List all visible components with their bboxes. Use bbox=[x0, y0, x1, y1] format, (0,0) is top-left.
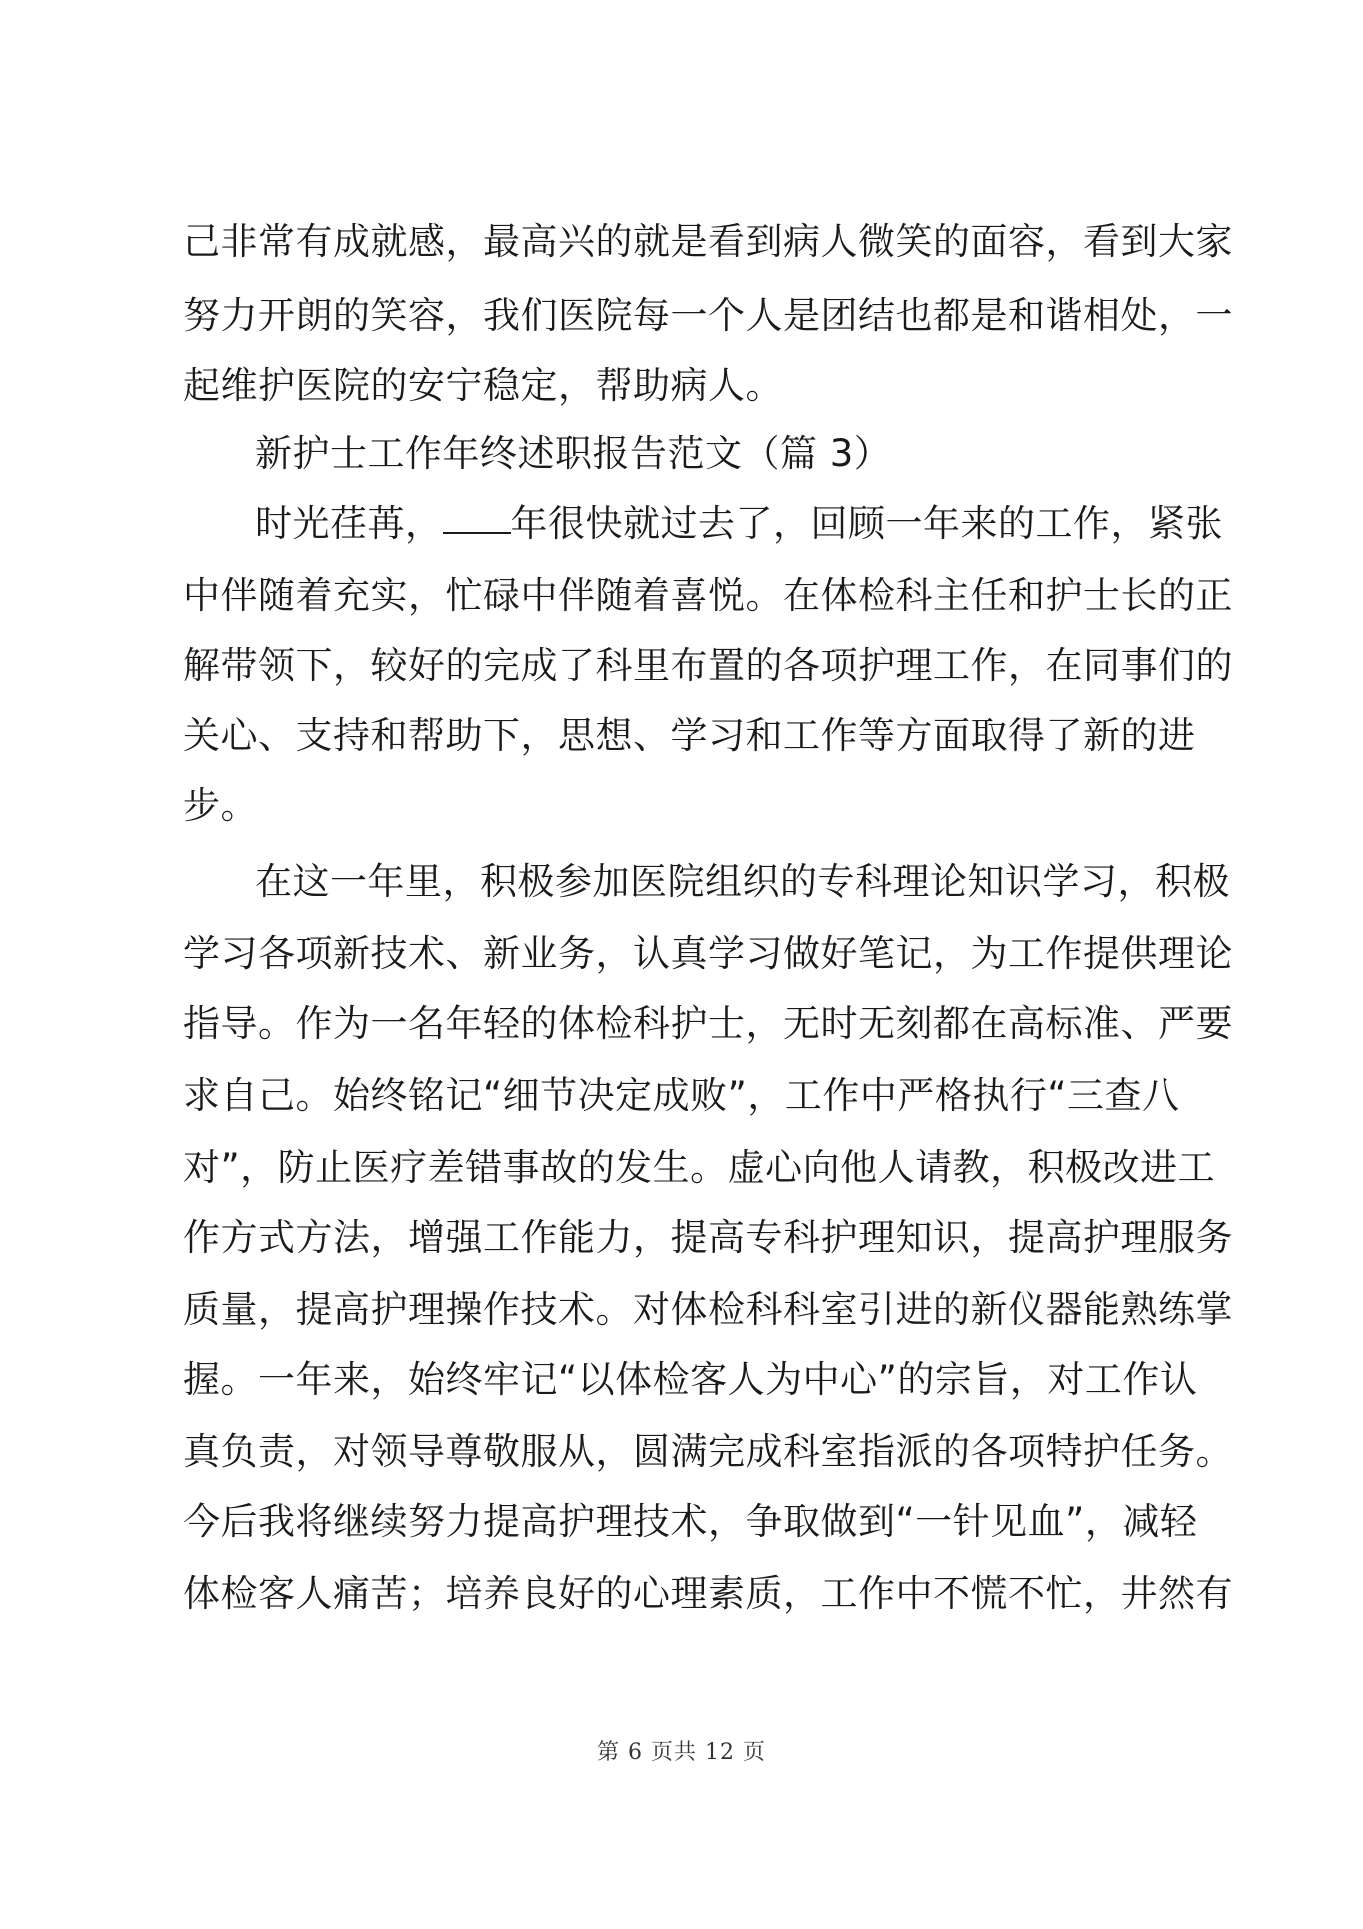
fill-in-blank bbox=[443, 532, 511, 534]
paragraph-line: 真负责，对领导尊敬服从，圆满完成科室指派的各项特护任务。 bbox=[183, 1430, 1233, 1473]
page-number-footer: 第 6 页共 12 页 bbox=[597, 1740, 766, 1765]
paragraph-line: 握。一年来，始终牢记“以体检客人为中心”的宗旨，对工作认 bbox=[183, 1358, 1198, 1401]
paragraph-line: 指导。作为一名年轻的体检科护士，无时无刻都在高标准、严要 bbox=[183, 1002, 1233, 1045]
paragraph-line: 解带领下，较好的完成了科里布置的各项护理工作，在同事们的 bbox=[183, 644, 1233, 687]
paragraph-line: 学习各项新技术、新业务，认真学习做好笔记，为工作提供理论 bbox=[183, 932, 1233, 975]
paragraph-line: 体检客人痛苦；培养良好的心理素质，工作中不慌不忙，井然有 bbox=[183, 1572, 1233, 1615]
paragraph-line bbox=[255, 500, 1223, 548]
paragraph-text: 时光荏苒， bbox=[255, 502, 443, 545]
paragraph-line: 步。 bbox=[183, 784, 258, 827]
paragraph-line: 己非常有成就感，最高兴的就是看到病人微笑的面容，看到大家 bbox=[183, 220, 1233, 263]
section-heading: 新护士工作年终述职报告范文（篇 3） bbox=[255, 432, 892, 475]
paragraph-line: 中伴随着充实，忙碌中伴随着喜悦。在体检科主任和护士长的正 bbox=[183, 574, 1233, 617]
paragraph-line: 努力开朗的笑容，我们医院每一个人是团结也都是和谐相处，一 bbox=[183, 294, 1233, 337]
paragraph-line: 关心、支持和帮助下，思想、学习和工作等方面取得了新的进 bbox=[183, 714, 1196, 757]
paragraph-line: 在这一年里，积极参加医院组织的专科理论知识学习，积极 bbox=[255, 860, 1230, 903]
paragraph-line: 起维护医院的安宁稳定，帮助病人。 bbox=[183, 364, 783, 407]
paragraph-line: 求自己。始终铭记“细节决定成败”，工作中严格执行“三查八 bbox=[183, 1074, 1180, 1117]
paragraph-line: 对”，防止医疗差错事故的发生。虚心向他人请教，积极改进工 bbox=[183, 1146, 1216, 1189]
paragraph-text: 年很快就过去了，回顾一年来的工作，紧张 bbox=[510, 502, 1223, 545]
paragraph-line: 今后我将继续努力提高护理技术，争取做到“一针见血”，减轻 bbox=[183, 1500, 1198, 1543]
paragraph-line: 作方式方法，增强工作能力，提高专科护理知识，提高护理服务 bbox=[183, 1216, 1233, 1259]
paragraph-line: 质量，提高护理操作技术。对体检科科室引进的新仪器能熟练掌 bbox=[183, 1288, 1233, 1331]
